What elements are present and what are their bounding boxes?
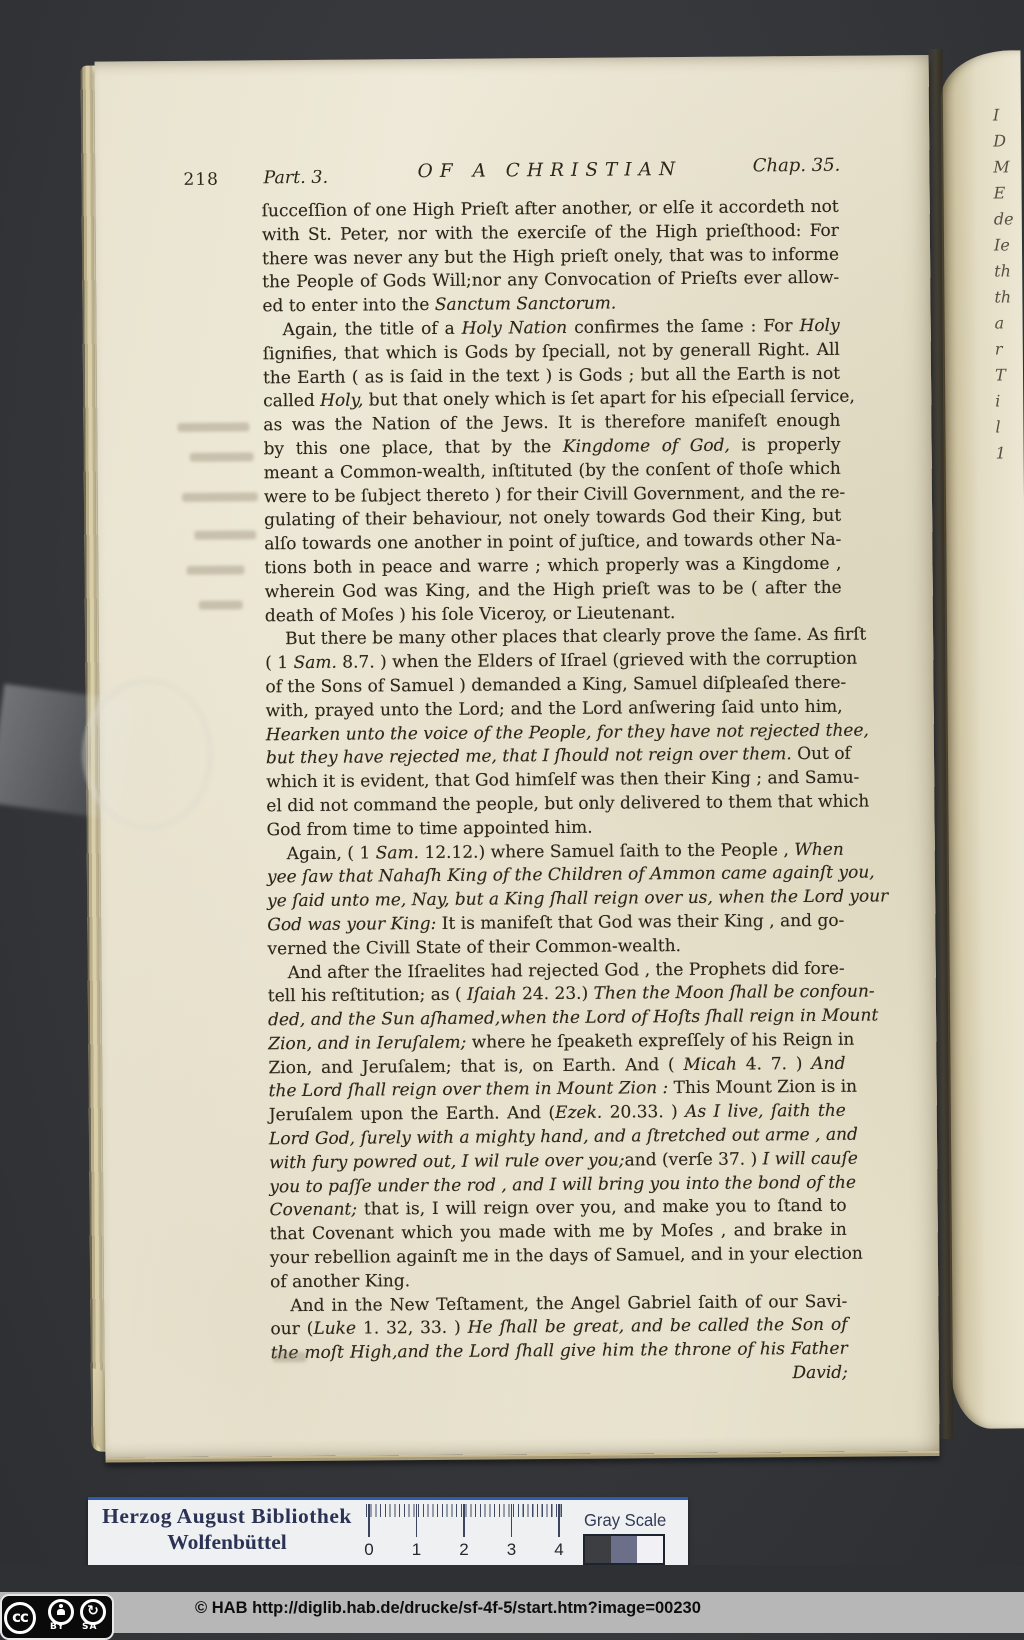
text-line: the Earth ( as is ſaid in the text ) is Gods ; but all the Earth is not xyxy=(262,363,841,388)
text-line: God from time to time appointed him. xyxy=(266,817,593,840)
text-line: the People of Gods Will;nor any Convocation of Prieſts ever allow- xyxy=(262,268,840,293)
facing-page-glyph: Ie xyxy=(993,235,1010,255)
bleedthrough-mark xyxy=(273,1352,307,1362)
text-line: as was the Nation of the Jews. It is therefore manifeſt enough xyxy=(263,410,841,436)
text-line: our (Luke 1. 32, 33. ) He ſhall be great, and be called the Son of xyxy=(270,1315,848,1340)
ruler xyxy=(364,1504,578,1562)
text-line: Zion, and in Ieruſalem; where he ſpeaketh expreſſely of his Reign in xyxy=(268,1029,855,1055)
text-line: you to paſſe under the rod , and I will bring you into the bond of the xyxy=(269,1172,857,1197)
text-line: that Covenant which you made with me by Moſes , and brake in xyxy=(269,1219,847,1245)
facing-page-glyph: M xyxy=(993,157,1010,177)
facing-page-glyph: D xyxy=(993,131,1007,151)
bleedthrough-mark xyxy=(182,492,258,502)
text-line: And after the Iſraelites had rejected God , the Prophets did fore- xyxy=(287,958,845,983)
text-line: gulating of their behaviour, not onely towards God their King, but xyxy=(264,506,842,531)
ruler-number: 1 xyxy=(411,1540,422,1559)
facing-page-glyph: 1 xyxy=(995,443,1006,463)
text-line: with fury powred out, I wil rule over you;and (verſe 37. ) I will cauſe xyxy=(269,1148,859,1174)
ruler-number: 2 xyxy=(459,1540,469,1559)
text-line: Lord God, ſurely with a mighty hand, and a ſtretched out arme , and xyxy=(268,1124,858,1150)
facing-page-glyph: th xyxy=(994,261,1012,281)
text-line: were to be ſubject thereto ) for their Civill Government, and the re- xyxy=(263,482,846,507)
bleedthrough-mark xyxy=(199,600,243,609)
library-name xyxy=(96,1503,358,1555)
text-line: verned the Civill State of their Common-wealth. xyxy=(267,935,682,959)
text-line: Again, ( 1 Sam. 12.12.) where Samuel ſaith to the People , When xyxy=(286,839,844,864)
text-line: wherein God was King, and the High prieſt was to be ( after the xyxy=(264,577,842,603)
ruler-cm-tick xyxy=(463,1504,465,1537)
ruler-number: 4 xyxy=(554,1540,564,1559)
text-line: el did not command the people, but only delivered to them that which xyxy=(266,791,870,817)
bleedthrough-mark xyxy=(186,565,244,574)
text-line: ye ſaid unto me, Nay, but a King ſhall reign over us, when the Lord your xyxy=(267,886,889,912)
bottom-bar xyxy=(0,1592,1024,1633)
text-line: ( 1 Sam. 8.7. ) when the Elders of Iſrael (grieved with the corruption xyxy=(265,648,858,674)
text-line: And in the New Teſtament, the Angel Gabriel ſaith of our Savi- xyxy=(290,1291,848,1316)
page-header xyxy=(183,154,841,193)
part-label: Part. 3. xyxy=(263,167,329,189)
text-line: God was your King: It is manifeſt that God was their King , and go- xyxy=(267,910,845,936)
ruler-cm-tick xyxy=(511,1504,513,1537)
book-photo xyxy=(80,48,1024,1463)
bleedthrough-mark xyxy=(190,452,254,462)
cc-logo-icon: cc xyxy=(4,1602,36,1634)
facing-page-glyph: I xyxy=(992,105,1000,125)
text-line: with, prayed unto the Lord; and the Lord anſwering ſaid unto him, xyxy=(265,696,843,722)
running-title: OF A CHRISTIAN xyxy=(417,158,683,183)
text-line: of another King. xyxy=(270,1271,411,1293)
calibration-plate xyxy=(88,1497,688,1565)
bleedthrough-mark xyxy=(194,530,256,539)
cc-by-sa-license-badge xyxy=(0,1594,114,1640)
library-name-line2: Wolfenbüttel xyxy=(167,1530,287,1554)
chapter-label: Chap. 35. xyxy=(752,154,841,177)
ruler-number: 3 xyxy=(506,1540,517,1559)
cc-by-label: BY xyxy=(50,1622,65,1632)
gray-scale-patch xyxy=(611,1536,637,1563)
gray-scale-label: Gray Scale xyxy=(584,1510,667,1530)
text-line: death of Moſes ) his ſole Viceroy, or Lieutenant. xyxy=(264,602,676,626)
facing-page-glyphs xyxy=(993,102,1022,466)
facing-page-glyph: r xyxy=(994,339,1003,359)
gray-scale-patches xyxy=(583,1534,665,1565)
facing-page-glyph: l xyxy=(995,417,1001,437)
text-line: the moſt High,and the Lord ſhall give him the throne of his Father xyxy=(270,1338,848,1364)
text-line: meant a Common-wealth, inſtituted (by the conſent of thoſe which xyxy=(263,458,841,484)
text-line: Jeruſalem upon the Earth. And (Ezek. 20.33. ) As I live, ſaith the xyxy=(268,1101,846,1126)
facing-page-glyph: T xyxy=(994,365,1006,385)
text-line: Covenant; that is, I will reign over you, and make you to ſtand to xyxy=(269,1196,847,1221)
facing-page-glyph: de xyxy=(993,209,1014,229)
copyright-line: © HAB http://diglib.hab.de/drucke/sf-4f-5/start.htm?image=00230 xyxy=(195,1599,701,1617)
book-page xyxy=(95,55,940,1458)
text-line: But there be many other places that clearly prove the ſame. As firſt xyxy=(284,624,867,650)
text-line: tell his reſtitution; as ( Iſaiah 24. 23.) Then the Moon ſhall be confoun- xyxy=(267,981,875,1007)
text-line: David; xyxy=(792,1362,848,1384)
text-line: Hearken unto the voice of the People, for they have not rejected thee, xyxy=(265,720,869,745)
ruler-cm-tick xyxy=(368,1504,370,1537)
gray-scale-patch xyxy=(585,1536,611,1563)
cc-sa-label: SA xyxy=(82,1622,98,1632)
text-block xyxy=(261,196,889,1390)
page-clip-ghost xyxy=(81,677,214,832)
gray-scale-patch xyxy=(637,1536,663,1563)
text-line: Again, the title of a Holy Nation confirmes the ſame : For Holy xyxy=(282,315,840,341)
facing-page-glyph: i xyxy=(995,391,1001,411)
page-number: 218 xyxy=(183,169,219,190)
ruler-cm-tick xyxy=(558,1504,560,1537)
text-line: by this one place, that by the Kingdome of God, is properly xyxy=(263,434,841,460)
library-name-line1: Herzog August Bibliothek xyxy=(102,1504,352,1528)
text-line: ſucceſſion of one High Prieſt after another, or elſe it accordeth not xyxy=(261,196,839,222)
facing-page-glyph: a xyxy=(994,313,1005,333)
cc-sa-arrow-icon: ↻ xyxy=(80,1599,106,1625)
text-line: of the Sons of Samuel ) demanded a King, Samuel diſpleaſed there- xyxy=(265,672,847,698)
text-line: with St. Peter, nor with the exerciſe of the High prieſthood: For xyxy=(261,220,839,246)
text-line: but they have rejected me, that I ſhould not reign over them. Out of xyxy=(265,744,851,769)
ruler-cm-tick xyxy=(416,1504,418,1537)
text-line: ſignifies, that which is Gods by ſpeciall, not by generall Right. All xyxy=(262,339,840,365)
text-line: yee ſaw that Nahaſh King of the Children of Ammon came againſt you, xyxy=(266,862,875,888)
text-line: there was never any but the High prieſt onely, that was to informe xyxy=(262,244,840,269)
text-line: Zion, and Jeruſalem; that is, on Earth. And ( Micah 4. 7. ) And xyxy=(268,1053,846,1078)
text-line: your rebellion againſt me in the days of Samuel, and in your election xyxy=(269,1243,863,1269)
ruler-number: 0 xyxy=(364,1540,374,1559)
facing-page-glyph: th xyxy=(994,287,1012,307)
text-line: which it is evident, that God himſelf was then their King ; and Samu- xyxy=(266,767,860,793)
text-line: the Lord ſhall reign over them in Mount Zion : This Mount Zion is in xyxy=(268,1077,858,1102)
text-line: alſo towards one another in point of juſtice, and towards other Na- xyxy=(264,529,842,555)
facing-page-edge xyxy=(940,50,1024,1429)
bleedthrough-mark xyxy=(177,422,249,432)
text-line: ded, and the Sun aſhamed,when the Lord of Hoſts ſhall reign in Mount xyxy=(267,1005,879,1031)
text-line: tions both in peace and warre ; which properly was a Kingdome , xyxy=(264,553,842,579)
text-line: ed to enter into the Sanctum Sanctorum. xyxy=(262,293,617,317)
background-band xyxy=(0,1565,1024,1592)
text-line: called Holy, but that onely which is ſet apart for his eſpeciall ſervice, xyxy=(263,387,855,412)
facing-page-glyph: E xyxy=(993,183,1006,203)
